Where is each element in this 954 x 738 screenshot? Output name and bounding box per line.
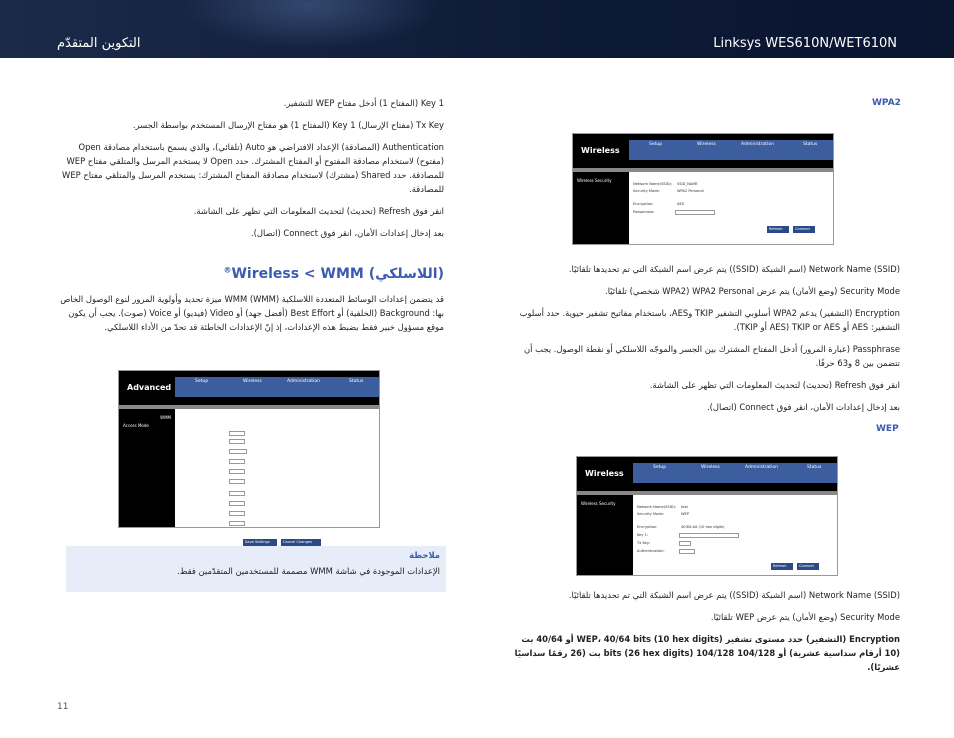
shot-form	[179, 419, 375, 544]
para-connect: بعد إدخال إعدادات الأمان، انقر فوق Connect (اتصال).	[251, 228, 444, 238]
shot-tab: Administration	[741, 142, 774, 147]
registered-mark: ®	[223, 265, 232, 274]
note-title: ملاحظة	[409, 550, 440, 560]
shot-sidebar	[573, 172, 629, 244]
shot-field-label: Key 1:	[637, 533, 649, 537]
shot-field-value: test	[681, 505, 688, 509]
wmm-title-text: (اللاسلكي) Wireless < WMM®	[223, 265, 444, 282]
shot-tab: Setup	[653, 465, 667, 470]
shot-field-label: Security Mode:	[633, 189, 660, 193]
wep-screenshot	[576, 456, 838, 576]
para-refresh: انقر فوق Refresh (تحديث) لتحديث المعلومات التي تظهر على الشاشة.	[649, 380, 900, 390]
shot-topbar	[577, 457, 837, 491]
shot-field	[229, 431, 245, 436]
wpa2-description	[506, 262, 900, 422]
shot-tab: Wireless	[243, 379, 262, 384]
shot-field-value: SSID_NAME	[677, 182, 698, 186]
shot-tab: Status	[807, 465, 822, 470]
wpa2-title: WPA2	[872, 98, 901, 108]
shot-refresh-button: Refresh	[771, 563, 793, 570]
shot-field	[679, 549, 695, 554]
para-encryption: Encryption (التشفير) حدد مستوى تشفير WEP، 40/64 bits (10 hex digits) أو 40/64 بت (10 أرقام سداسية عشرية) أو 104/128 bits (26 hex digits) 104/128 بت (26 رقمًا سداسيًا عشريًا).	[514, 634, 900, 672]
shot-side-title: Wireless Security	[581, 501, 616, 506]
note-box	[66, 546, 446, 592]
shot-field	[229, 491, 245, 496]
shot-field	[229, 511, 245, 516]
shot-side-title: Wireless Security	[577, 178, 612, 183]
shot-field	[229, 479, 245, 484]
shot-field	[229, 439, 245, 444]
para-txkey: Tx Key (مفتاح الإرسال) Key 1 (المفتاح 1) هو مفتاح الإرسال المستخدم بواسطة الجسر.	[132, 120, 444, 130]
wmm-screenshot	[118, 370, 380, 544]
shot-tabs	[175, 377, 379, 397]
shot-tabs	[629, 140, 833, 160]
shot-label: Advanced	[127, 383, 172, 392]
shot-refresh-button: Refresh	[767, 226, 789, 233]
shot-tab: Wireless	[697, 142, 716, 147]
shot-field	[229, 501, 245, 506]
shot-form	[637, 505, 833, 571]
shot-field-label: Passphrase:	[633, 210, 655, 214]
shot-connect-button: Connect	[793, 226, 815, 233]
shot-field	[679, 533, 739, 538]
wpa2-screenshot	[572, 133, 834, 245]
header-section-title: التكوين المتقدّم	[57, 36, 141, 51]
shot-tab: Administration	[287, 379, 320, 384]
shot-sidebar	[119, 409, 175, 527]
shot-tab: Setup	[649, 142, 663, 147]
para-security-mode: Security Mode (وضع الأمان) يتم عرض WPA2 Personal (WPA2 شخصي) تلقائيًا.	[605, 286, 900, 296]
para-key1: Key 1 (المفتاح 1) أدخل مفتاح WEP للتشفير.	[283, 98, 444, 108]
wmm-description	[56, 292, 444, 342]
para-ssid: Network Name (SSID) (اسم الشبكة (SSID)) يتم عرض اسم الشبكة التي تم تحديدها تلقائيًا.	[568, 264, 900, 274]
shot-field-value: WPA2 Personal	[677, 189, 704, 193]
left-column	[56, 96, 444, 248]
para-security-mode: Security Mode (وضع الأمان) يتم عرض WEP تلقائيًا.	[710, 612, 900, 622]
shot-side-sub: Access Mode	[123, 423, 149, 428]
shot-label: Wireless	[585, 469, 624, 478]
shot-cancel-button: Cancel Changes	[281, 539, 321, 546]
para-authentication: Authentication (المصادقة) الإعداد الافتراضي هو Auto (تلقائي)، والذي يسمح باستخدام مصادقة Open (مفتوح) لاستخدام مصادقة المفتوح أو المفتاح المشترك. حدد Open لا يستخدم المرسل والمتلقي مفتاح WEP للمصادقة. حدد Shared (مشترك) لاستخدام مصادقة المفتاح المشترك: يستخدم المرسل والمتلقي مفتاح WEP للمصادقة.	[62, 142, 444, 194]
shot-field	[675, 210, 715, 215]
para-passphrase: Passphrase (عبارة المرور) أدخل المفتاح المشترك بين الجسر والموجّه اللاسلكي أو نقطة الوصول. يجب أن تتضمن بين 8 و63 حرفًا.	[523, 344, 900, 368]
shot-field	[229, 449, 247, 454]
shot-field	[679, 541, 691, 546]
para-wmm: قد يتضمن إعدادات الوسائط المتعددة اللاسلكية WMM (WMM) ميزة تحديد وأولوية المرور لنوع الوصول الخاص بها: Background (الخلفية) أو Best Effort (أفضل جهد) أو Video (فيديو) أو Voice (صوت). يجب أن يكون موقع مسؤول خبير فقط بضبط هذه الإعدادات، إذ إنّ الإعدادات الخاطئة قد تحدّ من الأداء اللاسلكي.	[60, 294, 444, 332]
shot-field-label: Network Name(SSID):	[637, 505, 677, 509]
shot-field	[229, 521, 245, 526]
shot-field	[229, 469, 245, 474]
page-number: 11	[57, 702, 69, 712]
shot-tab: Setup	[195, 379, 209, 384]
shot-label: Wireless	[581, 146, 620, 155]
wmm-section-title	[56, 265, 444, 282]
shot-topbar	[119, 371, 379, 405]
shot-tabs	[633, 463, 837, 483]
header-product-title: Linksys WES610N/WET610N	[713, 36, 897, 51]
shot-topbar	[573, 134, 833, 168]
para-encryption: Encryption (التشفير) يدعم WPA2 أسلوبي التشفير TKIP وAES، باستخدام مفاتيح تشفير حيوية. حدد أسلوب التشفير: AES أو TKIP or AES (AES أو TKIP).	[519, 308, 900, 332]
shot-tab: Status	[349, 379, 364, 384]
shot-field-label: Network Name(SSID):	[633, 182, 673, 186]
para-connect: بعد إدخال إعدادات الأمان، انقر فوق Connect (اتصال).	[707, 402, 900, 412]
shot-field-value: WEP	[681, 512, 689, 516]
shot-field-label: Security Mode:	[637, 512, 664, 516]
shot-connect-button: Connect	[797, 563, 819, 570]
page-header	[0, 0, 954, 58]
shot-tab: Status	[803, 142, 818, 147]
shot-sidebar	[577, 495, 633, 575]
shot-field	[229, 459, 245, 464]
para-refresh: انقر فوق Refresh (تحديث) لتحديث المعلومات التي تظهر على الشاشة.	[193, 206, 444, 216]
shot-field-label: Tx Key:	[637, 541, 650, 545]
shot-field-label: Authentication:	[637, 549, 665, 553]
wep-description	[506, 588, 900, 682]
shot-field-value: AES	[677, 202, 685, 206]
note-text: الإعدادات الموجودة في شاشة WMM مصممة للمستخدمين المتقدّمين فقط.	[177, 566, 440, 576]
shot-tab: Wireless	[701, 465, 720, 470]
shot-save-button: Save Settings	[243, 539, 277, 546]
shot-field-label: Encryption:	[633, 202, 654, 206]
shot-form	[633, 182, 829, 240]
shot-field-value: 40/64-bit (10 hex digits)	[681, 525, 725, 529]
shot-side-title: WMM	[160, 415, 171, 420]
para-ssid: Network Name (SSID) (اسم الشبكة (SSID)) يتم عرض اسم الشبكة التي تم تحديدها تلقائيًا.	[568, 590, 900, 600]
shot-tab: Administration	[745, 465, 778, 470]
header-glow	[180, 0, 440, 50]
wep-title: WEP	[876, 424, 899, 434]
shot-field-label: Encryption:	[637, 525, 658, 529]
